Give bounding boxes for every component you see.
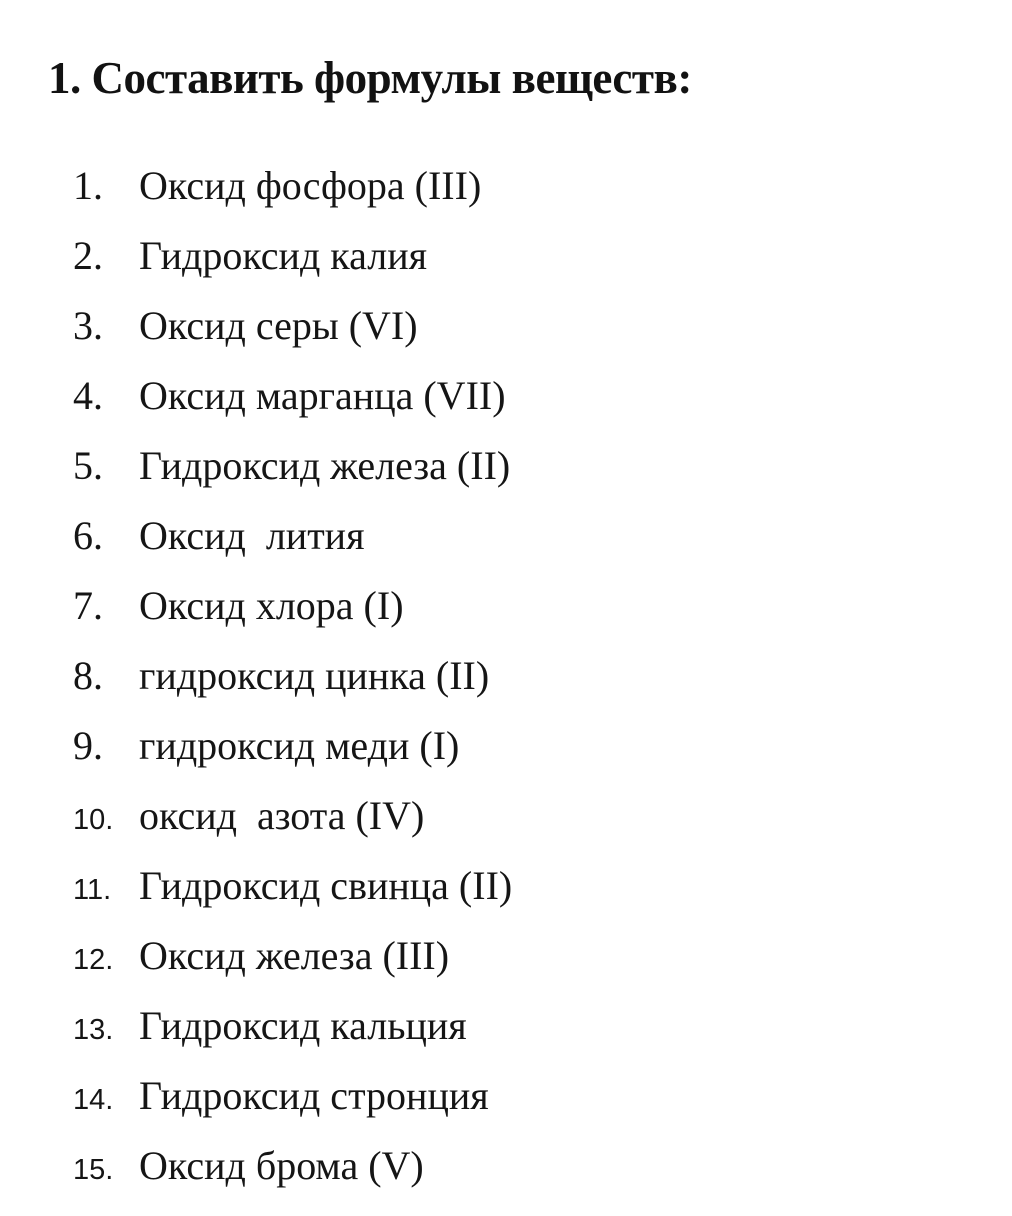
list-item: [0, 1142, 1012, 1212]
list-item: [0, 512, 1012, 582]
item-text: гидроксид меди (I): [139, 723, 460, 768]
item-text: Гидроксид калия: [139, 233, 428, 278]
item-number: 10.: [73, 804, 114, 836]
item-text: гидроксид цинка (II): [139, 653, 490, 698]
item-text: оксид азота (IV): [139, 793, 425, 838]
list-item: [0, 932, 1012, 1002]
list-item: [0, 582, 1012, 652]
item-text: Оксид фосфора (III): [139, 163, 482, 208]
list-item: [0, 162, 1012, 232]
list-item: [0, 722, 1012, 792]
item-number: 12.: [73, 944, 114, 976]
list-item: [0, 1002, 1012, 1072]
item-number: 11.: [73, 874, 112, 906]
list-item: [0, 1072, 1012, 1142]
item-number: 4.: [73, 373, 103, 418]
item-number: 9.: [73, 723, 103, 768]
item-text: Гидроксид железа (II): [139, 443, 511, 488]
item-text: Оксид железа (III): [139, 933, 450, 978]
item-number: 7.: [73, 583, 103, 628]
item-number: 2.: [73, 233, 103, 278]
item-text: Гидроксид стронция: [139, 1073, 489, 1118]
list-item: [0, 442, 1012, 512]
list-item: [0, 652, 1012, 722]
item-text: Оксид лития: [139, 513, 365, 558]
item-number: 13.: [73, 1014, 114, 1046]
item-number: 5.: [73, 443, 103, 488]
item-text: Оксид серы (VI): [139, 303, 418, 348]
item-number: 6.: [73, 513, 103, 558]
item-text: Оксид хлора (I): [139, 583, 404, 628]
list-item: [0, 372, 1012, 442]
list-item: [0, 792, 1012, 862]
list-item: [0, 302, 1012, 372]
item-number: 1.: [73, 163, 103, 208]
item-number: 15.: [73, 1154, 114, 1186]
item-text: Оксид марганца (VII): [139, 373, 506, 418]
page-title: 1. Составить формулы веществ:: [48, 53, 692, 103]
list-item: [0, 232, 1012, 302]
item-text: Оксид брома (V): [139, 1143, 424, 1188]
item-text: Гидроксид свинца (II): [139, 863, 513, 908]
substance-list: [0, 162, 1012, 1212]
item-number: 14.: [73, 1084, 114, 1116]
item-number: 3.: [73, 303, 103, 348]
item-text: Гидроксид кальция: [139, 1003, 467, 1048]
item-number: 8.: [73, 653, 103, 698]
list-item: [0, 862, 1012, 932]
